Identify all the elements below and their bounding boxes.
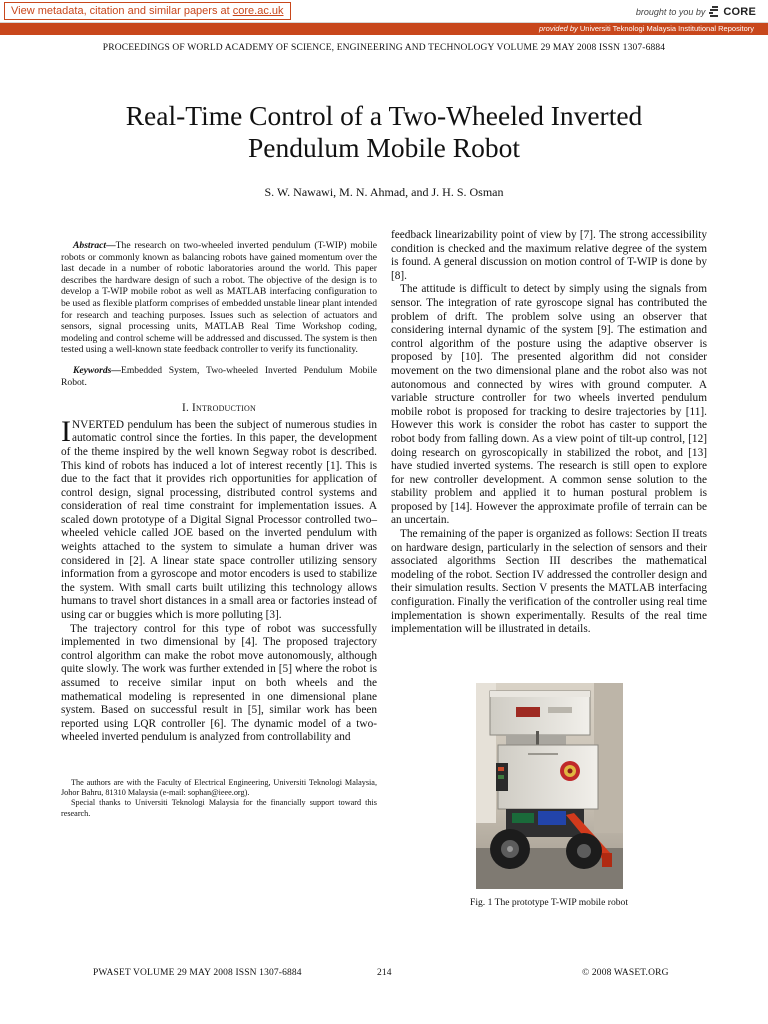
abstract — [61, 240, 377, 356]
title-line-2: Pendulum Mobile Robot — [248, 132, 520, 163]
keywords-dash: — — [111, 364, 121, 376]
right-paragraph-continued: feedback linearizability point of view by [7]. The strong accessibility condition is checked and the maximum relative degree of the system is found. A general discussion on motion control of T-WIP is done by [8]. — [391, 229, 707, 282]
author-list: S. W. Nawawi, M. N. Ahmad, and J. H. S. Osman — [264, 185, 504, 199]
robot-illustration — [476, 683, 623, 889]
core-logo-text: CORE — [723, 6, 756, 18]
provided-by-bar[interactable] — [0, 23, 768, 35]
provided-by-label: provided by — [539, 24, 578, 33]
footer-copyright: © 2008 WASET.ORG — [582, 968, 669, 978]
title-line-1: Real-Time Control of a Two-Wheeled Inverted — [125, 100, 643, 131]
footer-journal: PWASET VOLUME 29 MAY 2008 ISSN 1307-6884 — [93, 968, 302, 978]
intro-first-word: NVERTED — [72, 418, 125, 431]
keywords-label: Keywords — [73, 364, 112, 376]
core-link-prefix: View metadata, citation and similar papers at — [11, 5, 233, 17]
core-logo-icon — [709, 5, 719, 19]
paper-title — [60, 100, 708, 164]
keywords — [61, 365, 377, 388]
keywords-text: Embedded System, Two-wheeled Inverted Pendulum Mobile Robot. — [61, 364, 377, 388]
page-number: 214 — [377, 968, 392, 978]
abstract-label: Abstract — [73, 240, 107, 251]
footnote-acknowledgement: Special thanks to Universiti Teknologi Malaysia for the financially support toward this research. — [61, 798, 377, 818]
figure-caption: Fig. 1 The prototype T-WIP mobile robot — [469, 897, 629, 908]
intro-paragraph-1-text: pendulum has been the subject of numerous studies in automatic control since the forties. In this paper, the development of the theme inspired by the well known Segway robot is described. This kind of robots has induced a lot of interest recently [1]. This is due to the fact that it provides rich opportunities for application of control design, signal processing, distributed control systems and consideration of real time constraint for implementation issues. A scaled down prototype of a Digital Signal Processor controlled two–wheeled vehicle called JOE based on the inverted pendulum with weights attached to the system to simulate a human driver was considered in [2]. A linear state space controller utilizing sensory information from a gyroscope and motor encoders is used to stabilize the system. With small carts built utilizing this technology allows humans to travel short distances in a small area or factories instead of using car or buggies which is more polluting [3]. — [61, 418, 377, 622]
drop-cap: I — [61, 414, 71, 448]
footnote-authors: The authors are with the Faculty of Electrical Engineering, Universiti Teknologi Malaysia, Johor Bahru, 81310 Malaysia (e-mail: sophan@ieee.org). — [61, 777, 377, 797]
core-link-domain[interactable]: core.ac.uk — [232, 5, 284, 17]
intro-paragraph-1 — [61, 414, 377, 623]
core-brand[interactable] — [636, 3, 756, 21]
intro-paragraph-2: The trajectory control for this type of robot was successfully implemented in two dimensional by [4]. The proposed trajectory control algorithm can make the robot move autonomously, although quite slowly. The work was further extended in [5] where the robot is assumed to receive similar input on both wheels and the mathematical modeling is represented in one dimensional plane system. Based on successful result in [5], similar work has been reported using LQR controller [6]. The dynamic model of a two-wheeled inverted pendulum is analyzed from controllability and — [61, 622, 377, 744]
running-head: PROCEEDINGS OF WORLD ACADEMY OF SCIENCE, ENGINEERING AND TECHNOLOGY VOLUME 29 MAY 2008 ISSN 1307-6884 — [102, 43, 666, 53]
robot-photo — [476, 683, 623, 889]
right-paragraph-2: The attitude is difficult to detect by simply using the signals from sensor. The integration of rate gyroscope signal has contributed the problem of drift. The problem solve using an observer that considering internal dynamic of the system [9]. The estimation and control algorithm of the posture using the adaptive observer is proposed by [10]. The presented algorithm did not consider movement on the two dimensional plane and the robot also was not autonomous and connected by wires with ground computer. A variable structure controller for two wheels inverted pendulum mobile robot is proposed for tracking to desire trajectories by [11]. However this work is consider the robot has caster to support the robot body from falling down. As a view point of tilt-up control, [12] doing research on gyroscopically in stabilized the robot, and [13] have studied inverted systems. The research is still open to explore for new controller development. A common sense solution to the stability problem and applied it to human postural problem is proposed by [14]. However the approximate profile of terrain can be an uncertain. — [391, 283, 707, 527]
core-banner — [0, 0, 768, 23]
abstract-dash: — — [106, 240, 116, 251]
footnote-divider — [61, 767, 377, 773]
abstract-text: The research on two-wheeled inverted pendulum (T-WIP) mobile robots or commonly known as balancing robots have gained momentum over the last decade in a number of robotic laboratories around the world. This paper describes the hardware design of such a robot. The objective of the design is to develop a T-WIP mobile robot as well as MATLAB interfacing configuration to be used as flexible platform comprises of embedded unstable linear plant intended for research and teaching purposes. Issues such as selection of actuators and sensors, signal processing units, MATLAB Real Time Workshop coding, modeling and control scheme will be addressed and discussed. The system is then tested using a well-known state feedback controller to verify its functionality. — [61, 240, 377, 356]
core-brought-text: brought to you by — [635, 7, 706, 17]
right-column — [391, 229, 707, 637]
section-heading-introduction: I. Introduction — [182, 402, 256, 415]
left-column — [61, 240, 377, 819]
provider-name: Universiti Teknologi Malaysia Institutional Repository — [577, 24, 754, 33]
right-paragraph-3: The remaining of the paper is organized as follows: Section II treats on hardware design, particularly in the selection of sensors and their associated algorithms Section III describes the mathematical modeling of the robot. Section IV addressed the controller design and their simulation results. Section V presents the MATLAB interfacing configuration. Finally the verification of the controller using real time implementation is shown experimentally. Results of the real time implementation will be illustrated in details. — [391, 528, 707, 636]
core-metadata-link[interactable] — [4, 2, 291, 20]
